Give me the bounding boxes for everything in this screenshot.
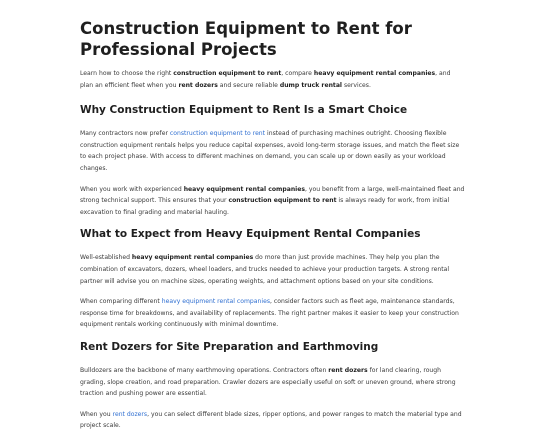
text-run: , consider factors such as fleet age, maintenance standards, response time for breakdowns, and availability of replacements. The right partner makes it easier to keep your construction equipment rentals working continuously with minimal downtime. xyxy=(80,298,459,329)
text-run: , you can select different blade sizes, ripper options, and power ranges to match the material type and project scale. xyxy=(80,410,462,430)
body-paragraph xyxy=(80,409,465,432)
body-paragraph xyxy=(80,365,465,400)
text-run: for land clearing, rough grading, slope creation, and road preparation. Crawler dozers are especially useful on soft or uneven ground, where strong traction and pushing power are essential. xyxy=(80,366,456,398)
article-sections xyxy=(80,103,465,432)
bold-phrase: heavy equipment rental companies xyxy=(183,185,306,193)
article-section xyxy=(80,103,465,218)
article-section xyxy=(80,340,465,432)
bold-phrase: heavy equipment rental companies xyxy=(313,70,436,77)
page-title: Construction Equipment to Rent for Professional Projects xyxy=(80,19,412,59)
text-run: When you xyxy=(80,410,113,418)
bold-phrase: construction equipment to rent xyxy=(228,197,337,205)
text-run: When comparing different xyxy=(80,298,162,306)
text-run: , and plan an efficient fleet when you xyxy=(80,70,451,89)
text-run: is always ready for work, from initial excavation to final grading and material hauling. xyxy=(80,197,450,216)
section-heading: Rent Dozers for Site Preparation and Earthmoving xyxy=(80,340,379,353)
intro-paragraph xyxy=(80,68,465,91)
inline-link[interactable]: heavy equipment rental companies xyxy=(161,298,270,306)
bold-phrase: heavy equipment rental companies xyxy=(131,254,254,262)
inline-link[interactable]: construction equipment to rent xyxy=(169,130,266,138)
body-paragraph xyxy=(80,252,465,287)
text-run: Bulldozers are the backbone of many earthmoving operations. Contractors often xyxy=(80,366,329,374)
bold-phrase: rent dozers xyxy=(178,81,218,89)
text-run: and secure reliable xyxy=(217,81,280,89)
text-run: services. xyxy=(342,81,371,89)
bold-phrase: dump truck rental xyxy=(279,81,343,89)
bold-phrase: rent dozers xyxy=(328,366,368,374)
text-run: Many contractors now prefer xyxy=(80,130,170,138)
section-heading: Why Construction Equipment to Rent Is a Smart Choice xyxy=(80,104,408,117)
section-heading: What to Expect from Heavy Equipment Rental Companies xyxy=(80,228,421,241)
text-run: do more than just provide machines. They help you plan the combination of excavators, dozers, wheel loaders, and trucks needed to achieve your production targets. A strong rental partner will advise you on machine sizes, operating weights, and attachment options based on your site conditions. xyxy=(80,254,450,285)
body-paragraph xyxy=(80,184,465,219)
text-run: When you work with experienced xyxy=(80,185,184,193)
inline-link[interactable]: rent dozers xyxy=(112,410,148,418)
article-section xyxy=(80,227,465,331)
text-run: , you benefit from a large, well-maintained fleet and strong technical support. This ensures that your xyxy=(80,185,465,205)
text-run: instead of purchasing machines outright. Choosing flexible construction equipment rentals helps you reduce capital expenses, avoid long-term storage issues, and match the fleet size to each project phase. With access to different machines on demand, you can scale up or down easily as your workload changes. xyxy=(80,130,460,172)
bold-phrase: construction equipment to rent xyxy=(173,70,282,77)
body-paragraph xyxy=(80,296,465,331)
text-run: Well-established xyxy=(80,254,132,262)
text-run: , compare xyxy=(281,70,314,77)
article xyxy=(80,0,465,432)
text-run: Learn how to choose the right xyxy=(80,70,174,77)
body-paragraph xyxy=(80,128,465,174)
